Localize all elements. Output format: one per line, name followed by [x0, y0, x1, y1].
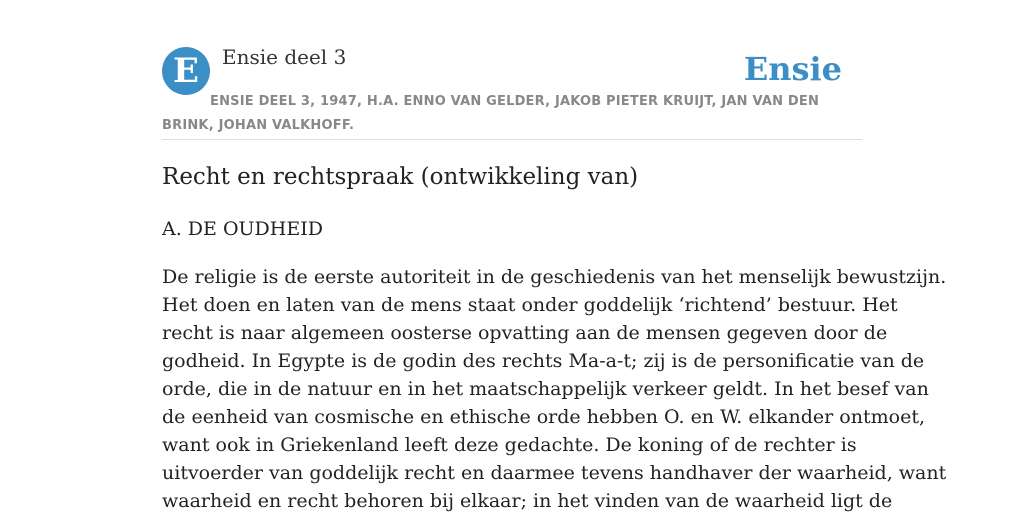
- body-line: orde, die in de natuur en in het maatschappelijk verkeer geldt. In het besef van: [162, 378, 929, 400]
- article-title: Recht en rechtspraak (ontwikkeling van): [162, 164, 639, 190]
- article-body: [162, 263, 947, 512]
- brand-logo[interactable]: Ensie: [743, 50, 842, 88]
- body-line: Het doen en laten van de mens staat onder goddelijk ‘richtend’ bestuur. Het: [162, 294, 898, 316]
- ensie-logo-icon[interactable]: E: [162, 47, 210, 95]
- body-line: recht is naar algemeen oosterse opvatting aan de mensen gegeven door de: [162, 322, 888, 344]
- body-line: uitvoerder van goddelijk recht en daarmee tevens handhaver der waarheid, want: [162, 462, 947, 484]
- body-line: waarheid en recht behoren bij elkaar; in het vinden van de waarheid ligt de: [162, 490, 893, 512]
- body-line: De religie is de eerste autoriteit in de geschiedenis van het menselijk bewustzijn.: [162, 266, 947, 288]
- body-line: godheid. In Egypte is de godin des rechts Ma-a-t; zij is de personificatie van de: [162, 350, 925, 372]
- header-divider: [162, 139, 862, 140]
- source-title[interactable]: Ensie deel 3: [222, 45, 347, 69]
- body-line: de eenheid van cosmische en ethische orde hebben O. en W. elkander ontmoet,: [162, 406, 925, 428]
- section-heading: A. DE OUDHEID: [162, 218, 323, 240]
- source-metadata: ENSIE DEEL 3, 1947, H.A. ENNO VAN GELDER, JAKOB PIETER KRUIJT, JAN VAN DEN BRINK, JOHAN VALKHOFF.: [162, 94, 820, 133]
- body-line: want ook in Griekenland leeft deze gedachte. De koning of de rechter is: [162, 434, 857, 456]
